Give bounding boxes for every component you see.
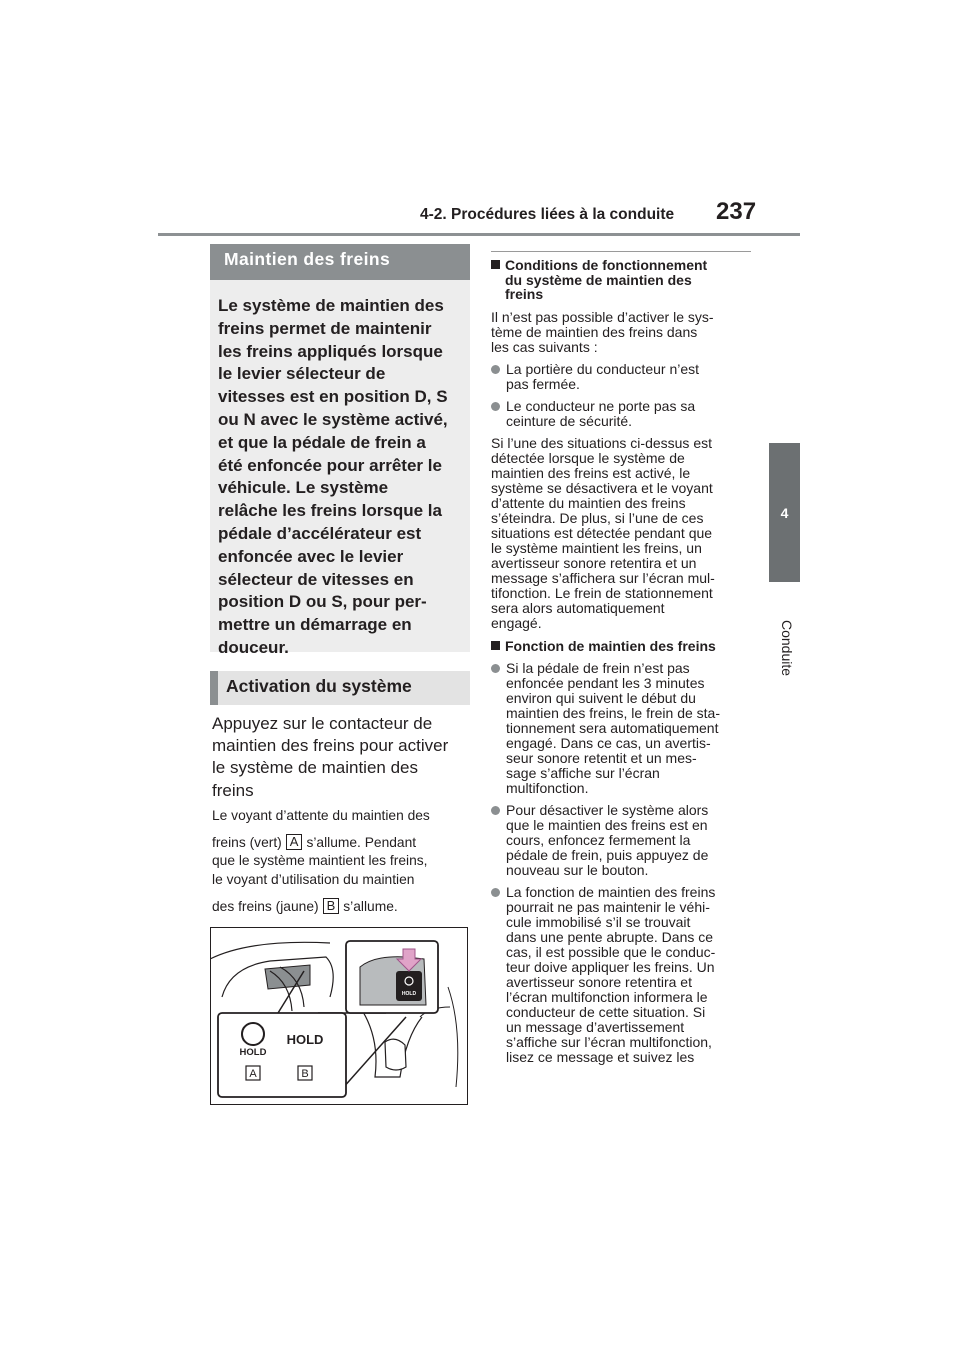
- bullet-line: lisez ce message et suivez les: [506, 1049, 695, 1065]
- square-bullet-icon: [491, 260, 500, 269]
- bullet-line: Si la pédale de frein n’est pas: [506, 660, 690, 676]
- note-line: Le voyant d’attente du maintien des: [212, 808, 430, 823]
- paragraph: [491, 310, 751, 355]
- paragraph-line: situations est détectée pendant que: [491, 524, 713, 541]
- subheading-line: Conditions de fonctionnement: [505, 257, 708, 273]
- bullet-line: avertisseur sonore retentira et: [506, 974, 692, 990]
- note-line: [212, 898, 474, 915]
- note-text: s’allume. Pendant: [306, 835, 417, 850]
- bullet-line: cours, enfoncez fermement la: [506, 832, 691, 848]
- dashboard-illustration: [210, 927, 468, 1105]
- subheading-line: freins: [505, 286, 544, 302]
- paragraph-line: message s’affichera sur l’écran mul-: [491, 569, 715, 586]
- note-line: [212, 834, 474, 851]
- header-rule: [158, 233, 800, 236]
- bullet-line: La portière du conducteur n’est: [506, 360, 700, 377]
- square-bullet-icon: [491, 641, 500, 650]
- label-a-badge: A: [286, 834, 303, 850]
- bullet-line: l’écran multifonction informera le: [506, 989, 708, 1005]
- paragraph-line: les cas suivants :: [491, 338, 598, 355]
- subheading-conditions: [491, 258, 751, 302]
- bullet-dot-icon: [491, 806, 500, 815]
- bullet-line: pas fermée.: [506, 375, 580, 392]
- intro-line: relâche les freins lorsque la: [218, 501, 442, 521]
- paragraph-line: engagé.: [491, 614, 542, 631]
- subheading-line: du système de maintien des: [505, 271, 692, 288]
- subheading-line: Fonction de maintien des freins: [505, 637, 716, 654]
- bullet-line: ceinture de sécurité.: [506, 412, 633, 429]
- meter-panel: [265, 965, 310, 989]
- intro-line: sélecteur de vitesses en: [218, 569, 414, 589]
- note-text: des freins (jaune): [212, 899, 319, 914]
- bullet-dot-icon: [491, 365, 500, 374]
- column-rule: [491, 251, 751, 252]
- intro-box: [210, 280, 470, 657]
- bullet-item: [491, 885, 751, 1065]
- instruction-line: le système de maintien des: [212, 758, 418, 778]
- paragraph-line: maintien des freins est activé, le: [491, 464, 691, 481]
- bullet-line: maintien des freins, le frein de sta-: [506, 705, 720, 721]
- bullet-line: engagé. Dans ce cas, un avertis-: [506, 735, 711, 751]
- instruction-line: freins: [212, 780, 254, 800]
- subheading-function: [491, 639, 751, 654]
- bullet-line: conducteur de cette situation. Si: [506, 1004, 706, 1020]
- bullet-line: Le conducteur ne porte pas sa: [506, 397, 696, 414]
- intro-line: vitesses est en position D, S: [218, 387, 448, 407]
- standby-indicator-caption: HOLD: [239, 1047, 267, 1058]
- page-number: 237: [716, 198, 757, 225]
- bullet-line: seur sonore retentit et un mes-: [506, 750, 697, 766]
- bullet-dot-icon: [491, 664, 500, 673]
- bullet-item: [491, 803, 751, 878]
- intro-line: mettre un démarrage en: [218, 615, 412, 635]
- instruction-line: maintien des freins pour activer: [212, 736, 449, 756]
- bullet-line: La fonction de maintien des freins: [506, 884, 716, 900]
- intro-line: douceur.: [218, 637, 289, 657]
- operation-indicator-text: HOLD: [286, 1032, 324, 1047]
- bullet-line: cule immobilisé s’il se trouvait: [506, 914, 691, 930]
- paragraph: [491, 436, 751, 631]
- figure-label-b-text: B: [301, 1068, 309, 1080]
- intro-line: pédale d’accélérateur est: [218, 523, 422, 543]
- chapter-label: Conduite: [779, 620, 795, 677]
- intro-line: et que la pédale de frein a: [218, 432, 426, 452]
- label-b-badge: B: [323, 898, 340, 914]
- shift-lever: [385, 1039, 406, 1070]
- paragraph-line: sera alors automatiquement: [491, 599, 665, 616]
- section-heading-maintien: Maintien des freins: [210, 244, 470, 280]
- intro-line: les freins appliqués lorsque: [218, 341, 443, 361]
- bullet-line: pourrait ne pas maintenir le véhi-: [506, 899, 710, 915]
- intro-line: le levier sélecteur de: [218, 364, 386, 384]
- bullet-dot-icon: [491, 888, 500, 897]
- bullet-line: environ qui suivent le début du: [506, 690, 696, 706]
- paragraph-line: système se désactivera et le voyant: [491, 479, 713, 496]
- intro-line: véhicule. Le système: [218, 478, 389, 498]
- chapter-number: 4: [780, 504, 789, 521]
- bullet-line: dans une pente abrupte. Dans ce: [506, 929, 714, 945]
- indicator-zoom-box: [218, 1013, 346, 1097]
- bullet-line: sage s’affiche sur l’écran: [506, 765, 660, 781]
- bullet-line: que le maintien des freins est en: [506, 817, 708, 833]
- bullet-line: pédale de frein, puis appuyez de: [506, 847, 709, 863]
- bullet-item: [491, 661, 751, 796]
- bullet-line: Pour désactiver le système alors: [506, 802, 709, 818]
- intro-line: position D ou S, pour per-: [218, 592, 427, 612]
- intro-line: été enfoncée pour arrêter le: [218, 455, 442, 475]
- paragraph-line: détectée lorsque le système de: [491, 449, 685, 466]
- paragraph-line: avertisseur sonore retentira et un: [491, 554, 697, 571]
- paragraph-line: Il n’est pas possible d’activer le sys-: [491, 308, 714, 325]
- bullet-line: enfoncée pendant les 3 minutes: [506, 675, 705, 691]
- bullet-line: un message d’avertissement: [506, 1019, 685, 1035]
- paragraph-line: Si l’une des situations ci-dessus est: [491, 434, 712, 451]
- right-column: [491, 251, 751, 1072]
- section-heading-activation: Activation du système: [210, 671, 470, 705]
- bullet-line: nouveau sur le bouton.: [506, 862, 649, 878]
- note-line: que le système maintient les freins,: [212, 853, 428, 868]
- bullet-line: teur doive appliquer les freins. Un: [506, 959, 715, 975]
- chapter-tab: [769, 443, 800, 582]
- intro-line: ou N avec le système activé,: [218, 409, 448, 429]
- section-title: 4-2. Procédures liées à la conduite: [420, 206, 675, 223]
- intro-line: enfoncée avec le levier: [218, 546, 404, 566]
- bullet-line: multifonction.: [506, 780, 589, 796]
- paragraph-line: d’attente du maintien des freins: [491, 494, 686, 511]
- note-line: le voyant d’utilisation du maintien: [212, 872, 415, 887]
- hold-switch-label: HOLD: [401, 991, 417, 997]
- bullet-dot-icon: [491, 402, 500, 411]
- dashboard-svg: [210, 927, 468, 1105]
- intro-line: Le système de maintien des: [218, 296, 444, 315]
- note-text: freins (vert): [212, 835, 282, 850]
- bullet-line: cas, il est possible que le conduc-: [506, 944, 716, 960]
- paragraph-line: tifonction. Le frein de stationnement: [491, 584, 713, 601]
- intro-line: freins permet de maintenir: [218, 318, 432, 338]
- bullet-line: tionnement sera automatiquement: [506, 720, 719, 736]
- bullet-item: [491, 399, 751, 429]
- paragraph-line: s’éteindra. De plus, si l’une de ces: [491, 509, 704, 526]
- figure-label-a-text: A: [249, 1068, 257, 1080]
- paragraph-line: le système maintient les freins, un: [491, 539, 702, 556]
- note-text: s’allume.: [343, 899, 398, 914]
- instruction: [212, 713, 472, 802]
- bullet-line: s’affiche sur l’écran multifonction,: [506, 1034, 712, 1050]
- bullet-item: [491, 362, 751, 392]
- instruction-line: Appuyez sur le contacteur de: [212, 714, 433, 733]
- paragraph-line: tème de maintien des freins dans: [491, 323, 698, 340]
